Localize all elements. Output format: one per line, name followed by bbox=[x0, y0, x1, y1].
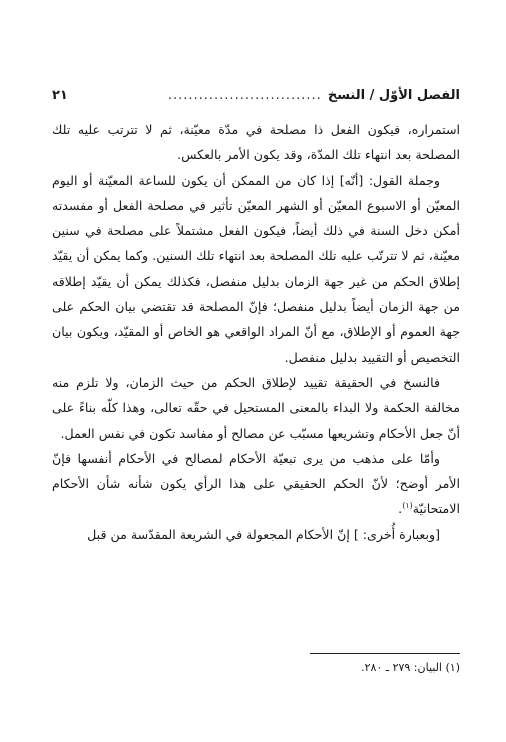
paragraph-2: وجملة القول: [أنّه] إذا كان من الممكن أن يكون للساعة المعيّنة أو اليوم المعيّن أو الاسبوع المعيّن أو الشهر المعيّن تأثير في مصلحة الفعل أو مفسدته أمكن دخل السنة في ذلك أيضاً، فيكون الفعل مشتملاً على مصلحة في سنين معيّنة، ثم لا تترتّب عليه تلك المصلحة بعد انتهاء تلك السنين. وكما يمكن أن يقيّد إطلاق الحكم من غير جهة الزمان بدليل منفصل، فكذلك يمكن أن يقيّد إطلاقه من جهة الزمان أيضاً بدليل منفصل؛ فإنّ المصلحة قد تقتضي بيان الحكم على جهة العموم أو الإطلاق، مع أنّ المراد الواقعي هو الخاص أو المقيّد، ويكون بيان التخصيص أو التقييد بدليل منفصل. bbox=[52, 172, 460, 365]
paragraph-4 bbox=[52, 446, 460, 522]
paragraph-4-end: . bbox=[398, 501, 403, 517]
paragraph-5: [وبعبارة أُخرى: ] إنّ الأحكام المجعولة في الشريعة المقدّسة من قبل bbox=[87, 526, 440, 542]
footnote-marker: (١) bbox=[402, 501, 413, 511]
footnote-divider bbox=[310, 653, 460, 654]
paragraph-4-text: وأمّا على مذهب من يرى تبعيّة الأحكام لمصالح في الأحكام أنفسها فإنّ الأمر أوضح؛ لأنّ الحكم الحقيقي على هذا الرأي يكون شأنه شأن الأحكام الامتحانيّة bbox=[52, 450, 460, 517]
book-page bbox=[52, 0, 460, 742]
paragraph-1: استمراره، فيكون الفعل ذا مصلحة في مدّة معيّنة، ثم لا تترتب عليه تلك المصلحة بعد انتهاء تلك المدّة، وقد يكون الأمر بالعكس. bbox=[52, 122, 460, 163]
chapter-title: الفصل الأوّل / النسخ bbox=[327, 88, 460, 103]
page-number: ٢١ bbox=[52, 88, 68, 103]
running-header bbox=[52, 86, 460, 106]
footnote: (١) البيان: ٢٧٩ ـ ٢٨٠. bbox=[361, 661, 460, 674]
dot-leader: .............................. bbox=[167, 88, 322, 103]
paragraph-3: فالنسخ في الحقيقة تقييد لإطلاق الحكم من حيث الزمان، ولا تلزم منه مخالفة الحكمة ولا البداء بالمعنى المستحيل في حقّه تعالى، وهذا كلّه بناءً على أنّ جعل الأحكام وتشريعها مسبّب عن مصالح أو مفاسد تكون في نفس العمل. bbox=[52, 374, 460, 441]
body-text bbox=[52, 117, 460, 547]
